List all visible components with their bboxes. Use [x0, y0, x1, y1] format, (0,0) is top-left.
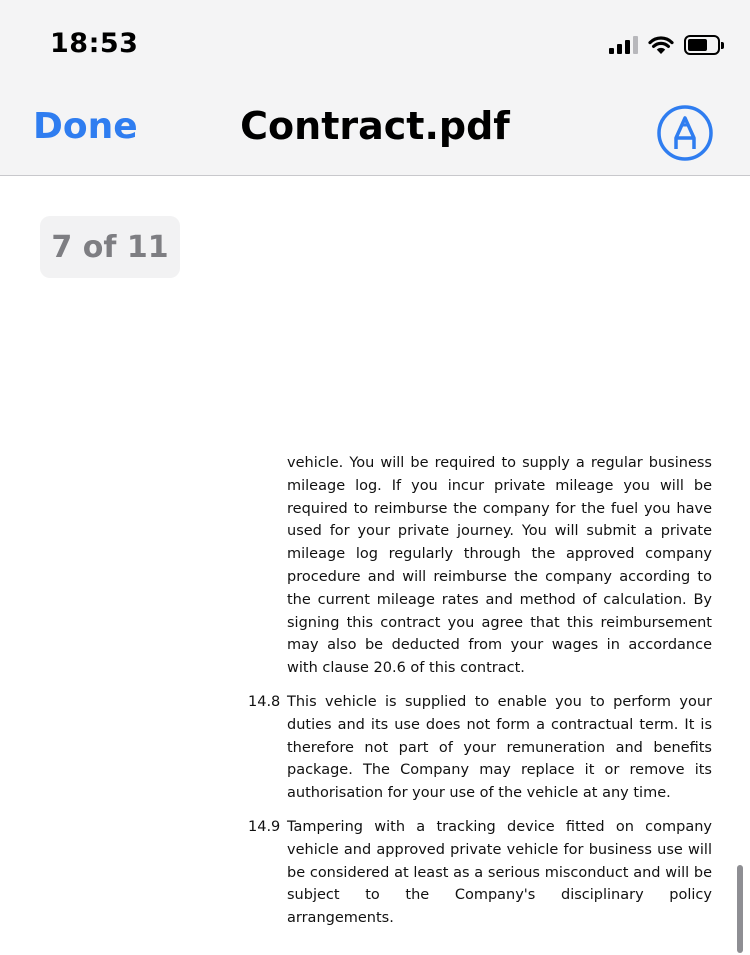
- status-time: 18:53: [50, 28, 139, 59]
- wifi-icon: [648, 35, 674, 55]
- paragraph-intro: vehicle. You will be required to supply a regular business mileage log. If you incur private mileage you will be required to reimburse the company for the fuel you have used for your private journey. You will submit a private mileage log regularly through the approved company procedure and will reimburse the company according to the current mileage rates and method of calculation. By signing this contract you agree that this reimbursement may also be deducted from your wages in accordance with clause 20.6 of this contract.: [287, 455, 712, 677]
- status-icons: [609, 33, 720, 57]
- clause-number: 14.8: [248, 694, 281, 710]
- cellular-signal-icon: [609, 36, 638, 54]
- scrollbar[interactable]: [737, 865, 743, 953]
- clause-text: Tampering with a tracking device fitted on company vehicle and approved private vehicle for business use will be considered at least as a serious misconduct and will be subject to the Company's disciplinary policy arrangements.: [287, 819, 712, 927]
- battery-icon: [684, 35, 720, 55]
- clause-text: This vehicle is supplied to enable you to perform your duties and its use does not form a contractual term. It is therefore not part of your remuneration and benefits package. The Company may replace it or remove its authorisation for your use of the vehicle at any time.: [287, 694, 712, 802]
- clause-number: 14.9: [248, 819, 281, 835]
- done-button[interactable]: Done: [33, 106, 138, 147]
- document-title: Contract.pdf: [240, 104, 510, 148]
- page-indicator: 7 of 11: [40, 216, 180, 278]
- markup-pen-icon[interactable]: [656, 104, 714, 162]
- navigation-bar: [0, 0, 750, 176]
